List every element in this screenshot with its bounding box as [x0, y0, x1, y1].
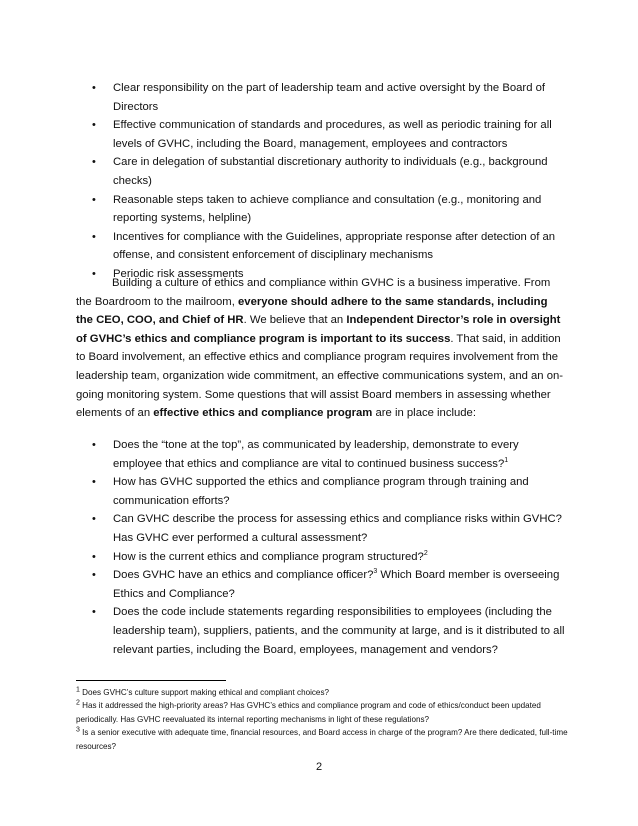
footnote: $^3$ Is a senior executive with adequate time, financial resources, and Board access in charge of the program? Are there dedicated, full-time resources?	[76, 726, 568, 751]
list-item: • Does the “tone at the top”, as communicated by leadership, demonstrate to every employee that ethics and compliance are vital to continued business success?$^1$	[0, 436, 565, 473]
footnote-ref: 1	[504, 456, 509, 464]
list-item: • Can GVHC describe the process for assessing ethics and compliance risks within GVHC? Has GVHC ever performed a cultural assessment?	[0, 510, 565, 547]
bullet-icon: •	[92, 193, 96, 206]
guidelines-bullet-list	[0, 79, 565, 284]
bullet-icon: •	[92, 513, 96, 526]
list-item: • Effective communication of standards and procedures, as well as periodic training for all levels of GVHC, including the Board, management, employees and contractors	[0, 116, 565, 153]
list-item: • Reasonable steps taken to achieve compliance and consultation (e.g., monitoring and reporting systems, helpline)	[0, 191, 565, 228]
bullet-icon: •	[92, 439, 96, 451]
list-item: • How has GVHC supported the ethics and compliance program through training and communication efforts?	[0, 473, 565, 510]
body-paragraph: Building a culture of ethics and compliance within GVHC is a business imperative. From the Boardroom to the mailroom, everyone should adhere to the same standards, including the CEO, COO, and Chief of HR. We believe that an Independent Director’s role in oversight of GVHC’s ethics and compliance program is important to its success. That said, in addition to Board involvement, an effective ethics and compliance program requires involvement from the leadership team, organization wide commitment, an effective communications system, and an on-going monitoring system. Some questions that will assist Board members in assessing whether elements of an effective ethics and compliance program are in place include:	[76, 277, 564, 420]
bullet-icon: •	[92, 569, 96, 582]
footnote-ref: 2	[423, 549, 428, 557]
list-item: • Care in delegation of substantial discretionary authority to individuals (e.g., background checks)	[0, 153, 565, 190]
bullet-icon: •	[92, 119, 96, 132]
bullet-icon: •	[92, 230, 96, 243]
list-item: • Does GVHC have an ethics and compliance officer?$^3$ Which Board member is overseeing Ethics and Compliance?	[0, 566, 565, 603]
footnotes	[76, 686, 576, 753]
bullet-icon: •	[92, 267, 96, 280]
list-item: • Periodic risk assessments	[0, 265, 565, 284]
bullet-icon: •	[92, 82, 96, 94]
list-item: • Clear responsibility on the part of leadership team and active oversight by the Board of Directors	[0, 79, 565, 116]
footnote: $^2$ Has it addressed the high-priority areas? Has GVHC’s ethics and compliance program and code of ethics/conduct been updated periodically. Has GVHC reevaluated its internal reporting mechanisms in light of these regulations?	[76, 699, 541, 724]
footnote-ref: 3	[373, 568, 378, 576]
bullet-icon: •	[92, 606, 96, 619]
footnote: $^1$ Does GVHC’s culture support making ethical and compliant choices?	[76, 686, 329, 697]
bullet-icon: •	[92, 156, 96, 169]
list-item: • Incentives for compliance with the Guidelines, appropriate response after detection of an offense, and consistent enforcement of disciplinary mechanisms	[0, 228, 565, 265]
page-number: 2	[315, 761, 323, 773]
bullet-icon: •	[92, 550, 96, 563]
bullet-icon: •	[92, 476, 96, 489]
list-item: • How is the current ethics and compliance program structured?$^2$	[0, 548, 565, 567]
board-questions-list	[0, 436, 565, 659]
list-item: • Does the code include statements regarding responsibilities to employees (including the leadership team), suppliers, patients, and the community at large, and is it distributed to all relevant parties, including the Board, employees, management and vendors?	[0, 603, 565, 659]
footnote-divider	[76, 680, 226, 681]
